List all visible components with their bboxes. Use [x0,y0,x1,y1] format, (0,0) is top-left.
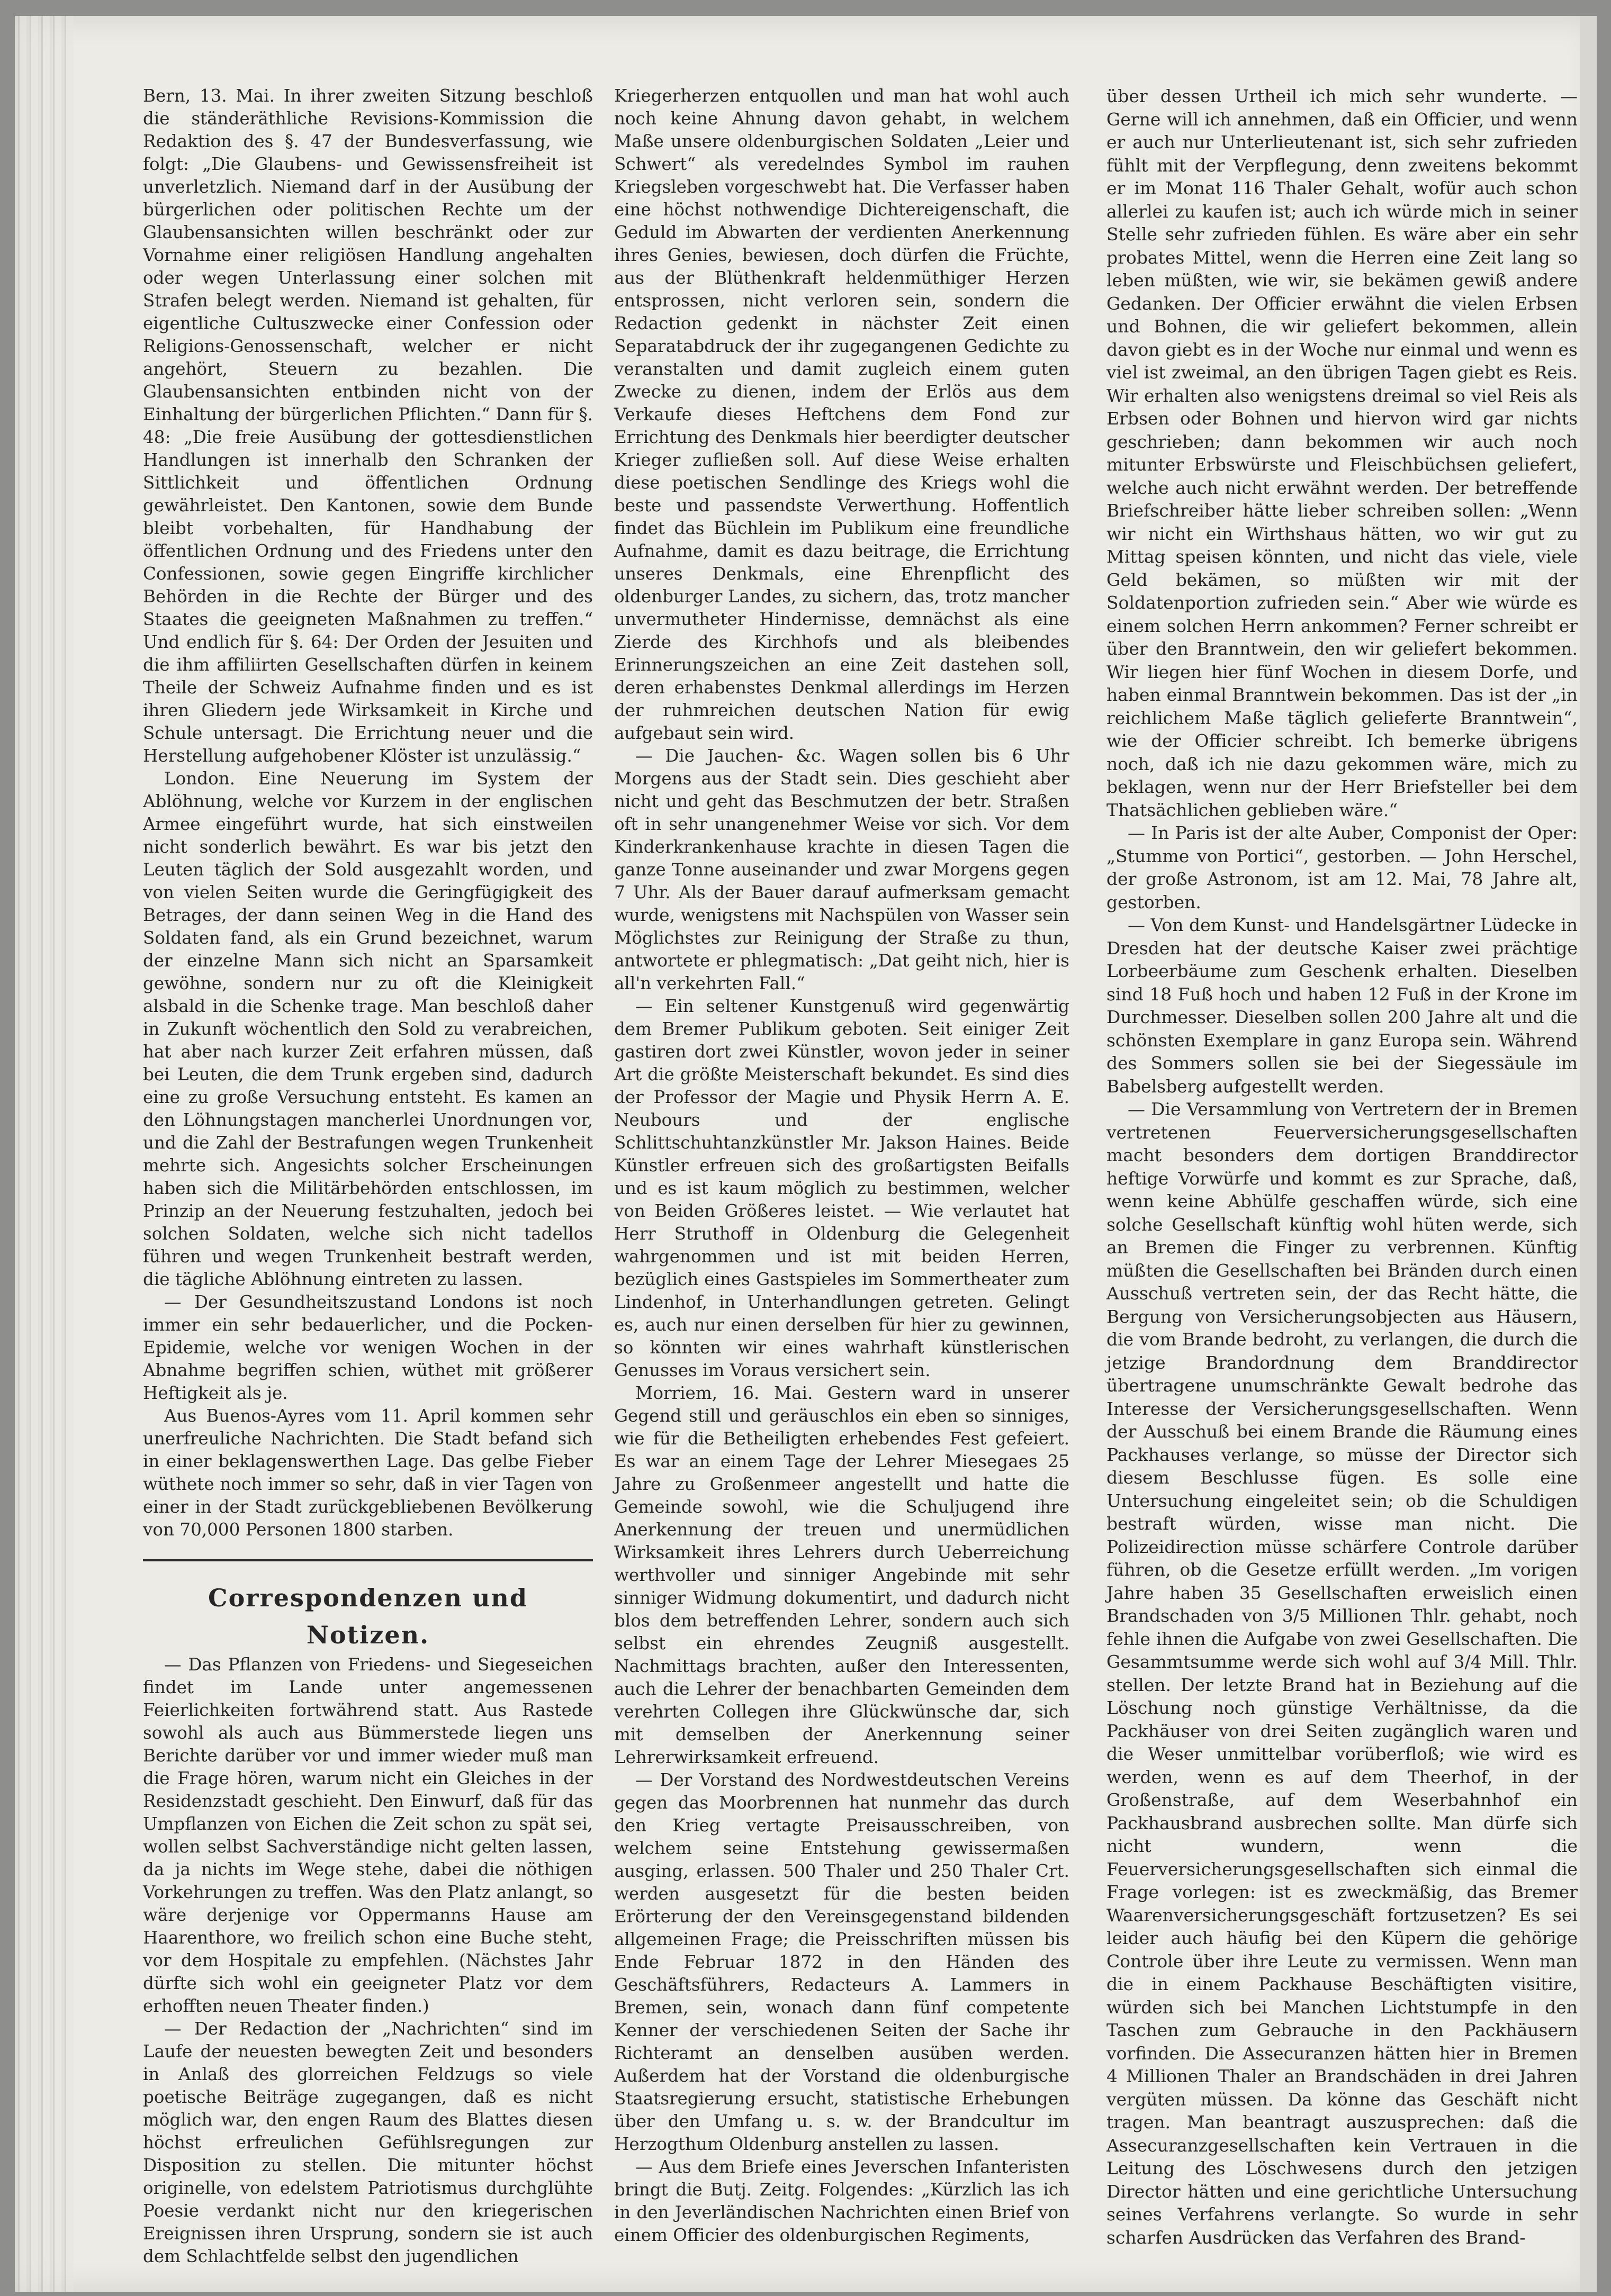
article-london-health: — Der Gesundheitszustand Londons ist noch immer ein sehr bedauerlicher, und die Pocken-Epidemie, welche vor wenigen Wochen in der Abnahme begriffen schien, wüthet mit größerer Heftigkeit als je. [143,1292,593,1403]
article-moorbrennen: — Der Vorstand des Nordwestdeutschen Vereins gegen das Moorbrennen hat nunmehr das durch den Krieg vertagte Preisausschreiben, von welchem seine Entstehung gewissermaßen ausging, erlassen. 500 Thaler und 250 Thaler Crt. werden ausgesetzt für die besten beiden Erörterung der den Vereinsgegenstand bildenden allgemeinen Frage; die Preisschriften müssen bis Ende Februar 1872 in den Händen des Geschäftsführers, Redacteurs A. Lammers in Bremen, sein, wonach dann fünf competente Kenner der verschiedenen Seiten der Sache ihr Richteramt an denselben ausüben werden. Außerdem hat der Vorstand die oldenburgische Staatsregierung ersucht, statistische Erhebungen über den Umfang u. s. w. der Brandcultur im Herzogthum Oldenburg anstellen zu lassen. [614,1770,1069,2154]
article-lorbeerbaeume: — Von dem Kunst- und Handelsgärtner Lüdecke in Dresden hat der deutsche Kaiser zwei prächtige Lorbeerbäume zum Geschenk erhalten. Dieselben sind 18 Fuß hoch und haben 12 Fuß in der Krone im Durchmesser. Dieselben sollen 200 Jahre alt und die schönsten Exemplare in ganz Europa sein. Während des Sommers sollen sie bei der Siegessäule im Babelsberg aufgestellt werden. [1106,915,1578,1097]
article-morriem: Morriem, 16. Mai. Gestern ward in unserer Gegend still und geräuschlos ein eben so sinniges, wie für die Betheiligten erhebendes Fest gefeiert. Es war an einem Tage der Lehrer Miesegaes 25 Jahre zu Großenmeer angestellt und hatte die Gemeinde sowohl, wie die Schuljugend ihre Anerkennung der treuen und unermüdlichen Wirksamkeit ihres Lehrers durch Ueberreichung werthvoller und sinniger Angebinde mit sehr sinniger Widmung dokumentirt, und dadurch nicht blos dem betreffenden Lehrer, sondern auch sich selbst ein ehrendes Zeugniß ausgestellt. Nachmittags brachten, außer den Interessenten, auch die Lehrer der benachbarten Gemeinden dem verehrten Collegen ihre Glückwünsche dar, sich mit demselben der Anerkennung seiner Lehrerwirksamkeit erfreuend. [614,1383,1069,1767]
article-pflanzen: — Das Pflanzen von Friedens- und Siegeseichen findet im Lande unter angemessenen Feierlichkeiten fortwährend statt. Aus Rastede sowohl als auch aus Bümmerstede liegen uns Berichte darüber vor und immer wieder muß man die Frage hören, warum nicht ein Gleiches in der Residenzstadt geschieht. Den Einwurf, daß für das Umpflanzen von Eichen die Zeit schon zu spät sei, wollen selbst Sachverständige nicht gelten lassen, da ja nichts im Wege stehe, dabei die nöthigen Vorkehrungen zu treffen. Was den Platz anlangt, so wäre derjenige vor Oppermanns Hause am Haarenthore, wo freilich schon eine Buche steht, vor dem Hospitale zu empfehlen. (Nächstes Jahr dürfte sich wohl ein geeigneter Platz vor dem erhofften neuen Theater finden.) [143,1655,593,2016]
article-kunstgenuss: — Ein seltener Kunstgenuß wird gegenwärtig dem Bremer Publikum geboten. Seit einiger Zeit gastiren dort zwei Künstler, wovon jeder in seiner Art die größte Meisterschaft bekundet. Es sind dies der Professor der Magie und Physik Herrn A. E. Neubours und der englische Schlittschuhtanzkünstler Mr. Jakson Haines. Beide Künstler erfreuen sich des großartigsten Beifalls und es ist kaum möglich zu bestimmen, welcher von Beiden Größeres leistet. — Wie verlautet hat Herr Struthoff in Oldenburg die Gelegenheit wahrgenommen und ist mit beiden Herren, bezüglich eines Gastspieles im Sommertheater zum Lindenhof, in Unterhandlungen getreten. Gelingt es, auch nur einen derselben für hier zu gewinnen, so könnten wir eines wahrhaft künstlerischen Genusses im Voraus versichert sein. [614,996,1069,1380]
article-poetische-beitraege: — Der Redaction der „Nachrichten“ sind im Laufe der neuesten bewegten Zeit und besonders in Anlaß des glorreichen Feldzugs so viele poetische Beiträge zugegangen, daß es nicht möglich war, den engen Raum des Blattes diesen höchst erfreulichen Gefühlsregungen zur Disposition zu stellen. Die mitunter höchst originelle, von edelstem Patriotismus durchglühte Poesie verdankt nicht nur den kriegerischen Ereignissen ihren Ursprung, sondern sie ist auch dem Schlachtfelde selbst den jugendlichen [143,2019,593,2266]
article-officier-urtheil: über dessen Urtheil ich mich sehr wunderte. — Gerne will ich annehmen, daß ein Officier, und wenn er auch nur Unterlieutenant ist, sich sehr zufrieden fühlt mit der Verpflegung, denn zweitens bekommt er im Monat 116 Thaler Gehalt, wofür auch schon allerlei zu kaufen ist; auch ich würde mich in seiner Stelle sehr zufrieden fühlen. Es wäre aber ein sehr probates Mittel, wenn die Herren eine Zeit lang so leben müßten, wie wir, sie bekämen gewiß andere Gedanken. Der Officier erwähnt die vielen Erbsen und Bohnen, die wir geliefert bekommen, allein davon giebt es in der Woche nur einmal und wenn es viel ist zweimal, an den übrigen Tagen giebt es Reis. Wir erhalten also wenigstens dreimal so viel Reis als Erbsen oder Bohnen und hiervon wird gar nichts geschrieben; dann bekommen wir auch noch mitunter Erbswürste und Fleischbüchsen geliefert, welche auch nicht erwähnt werden. Der betreffende Briefschreiber hätte lieber schreiben sollen: „Wenn wir nicht ein Wirthshaus hätten, wo wir gut zu Mittag speisen könnten, und nicht das viele, viele Geld bekämen, so müßten wir mit der Soldatenportion zufrieden sein.“ Aber wie würde es einem solchen Herrn ankommen? Ferner schreibt er über den Branntwein, den wir geliefert bekommen. Wir liegen hier fünf Wochen in diesem Dorfe, und haben einmal Branntwein bekommen. Das ist der „in reichlichem Maße täglich gelieferte Branntwein“, wie der Officier schreibt. Ich bemerke übrigens noch, daß ich nie dazu gekommen wäre, mich zu beklagen, wenn nur der Herr Briefsteller bei dem Thatsächlichen geblieben wäre.“ [1106,86,1578,820]
article-london: London. Eine Neuerung im System der Ablöhnung, welche vor Kurzem in der englischen Armee eingeführt wurde, hat sich einstweilen nicht sonderlich bewährt. Es war bis jetzt den Leuten täglich der Sold ausgezahlt worden, und von vielen Seiten wurde die Geringfügigkeit des Betrages, der dann seinen Weg in die Hand des Soldaten fand, als ein Grund bezeichnet, warum der einzelne Mann sich nicht an Sparsamkeit gewöhne, sondern nur zu oft die Kleinigkeit alsbald in die Schenke trage. Man beschloß daher in Zukunft wöchentlich den Sold zu verabreichen, hat aber nach kurzer Zeit erfahren müssen, daß bei Leuten, die dem Trunk ergeben sind, dadurch eine zu große Versuchung entsteht. Es kamen an den Löhnungstagen mancherlei Unordnungen vor, und die Zahl der Bestrafungen wegen Trunkenheit mehrte sich. Angesichts solcher Erscheinungen haben sich die Militärbehörden entschlossen, im Prinzip an der Neuerung festzuhalten, jedoch bei solchen Soldaten, welche sich nicht tadellos führen und wegen Trunkenheit bestraft werden, die tägliche Ablöhnung eintreten zu lassen. [143,769,593,1289]
article-kriegerherzen: Kriegerherzen entquollen und man hat wohl auch noch keine Ahnung davon gehabt, in welchem Maße unsere oldenburgischen Soldaten „Leier und Schwert“ als veredelndes Symbol im rauhen Kriegsleben vorgeschwebt hat. Die Verfasser haben eine höchst nothwendige Dichtereigenschaft, die Geduld im Abwarten der verdienten Anerkennung ihres Genies, bewiesen, doch dürfen die Früchte, aus der Blüthenkraft heldenmüthiger Herzen entsprossen, nicht verloren sein, sondern die Redaction gedenkt in nächster Zeit einen Separatabdruck der ihr zugegangenen Gedichte zu veranstalten und damit zugleich einem guten Zwecke zu dienen, indem der Erlös aus dem Verkaufe dieses Heftchens dem Fond zur Errichtung des Denkmals hier beerdigter deutscher Krieger zufließen soll. Auf diese Weise erhalten diese poetischen Sendlinge des Kriegs wohl die beste und passendste Verwerthung. Hoffentlich findet das Büchlein im Publikum eine freundliche Aufnahme, damit es dazu beitrage, die Errichtung unseres Denkmals, eine Ehrenpflicht des oldenburger Landes, zu sichern, das, trotz mancher unvermutheter Hindernisse, demnächst als eine Zierde des Kirchhofs und als bleibendes Erinnerungszeichen an eine Zeit dastehen soll, deren erhabenstes Denkmal allerdings im Herzen der ruhmreichen deutschen Nation für ewig aufgebaut sein wird. [614,86,1069,743]
article-feuerversicherung: — Die Versammlung von Vertretern der in Bremen vertretenen Feuerversicherungsgesellschaften macht besonders dem dortigen Branddirector heftige Vorwürfe und kommt es zur Sprache, daß, wenn keine Abhülfe geschaffen würde, sich eine solche Gesellschaft künftig wohl hüten werde, sich an Bremen die Finger zu verbrennen. Künftig müßten die Gesellschaften bei Bränden durch einen Ausschuß vertreten sein, der das Recht hätte, die Bergung von Versicherungsobjecten aus Häusern, die vom Brande bedroht, zu verlangen, die durch die jetzige Brandordnung dem Branddirector übertragene unumschränkte Gewalt bedrohe das Interesse der Versicherungsgesellschaften. Wenn der Ausschuß bei einem Brande die Räumung eines Packhauses verlange, so müsse der Director sich diesem Beschlusse fügen. Es solle eine Untersuchung eingeleitet sein; ob die Schuldigen bestraft würden, wisse man nicht. Die Polizeidirection müsse schärfere Controle darüber führen, ob die Gesetze erfüllt werden. „Im vorigen Jahre haben 35 Gesellschaften erweislich einen Brandschaden von 3/5 Millionen Thlr. gehabt, noch fehle ihnen die Aufgabe von zwei Gesellschaften. Die Gesammtsumme werde sich wohl auf 3/4 Mill. Thlr. stellen. Der letzte Brand hat in Beziehung auf die Löschung noch günstige Verhältnisse, da die Packhäuser von drei Seiten zugänglich waren und die Weser unmittelbar vorüberfloß; wie wird es werden, wenn es auf dem Theerhof, in der Großenstraße, auf dem Weserbahnhof ein Packhausbrand ausbrechen sollte. Man dürfe sich nicht wundern, wenn die Feuerversicherungsgesellschaften sich einmal die Frage vorlegen: ist es zweckmäßig, das Bremer Waarenversicherungsgeschäft fortzusetzen? Es sei leider auch häufig bei den Küpern die gehörige Controle über ihre Leute zu vermissen. Wenn man die in einem Packhause Beschäftigten visitire, würden sich bei Manchen Lichtstumpfe in den Taschen zum Gebrauche in den Packhäusern vorfinden. Die Assecuranzen hätten hier in Bremen 4 Millionen Thaler an Brandschäden in drei Jahren vergüten müssen. Da könne das Geschäft nicht tragen. Man beantragt auszusprechen: daß die Assecuranzgesellschaften kein Vertrauen in die Leitung des Löschwesens durch den jetzigen Director hätten und eine gerichtliche Untersuchung seines Verfahrens verlangte. So wurde in sehr scharfen Ausdrücken das Verfahren des Brand- [1106,1099,1578,2248]
article-jauchen-wagen: — Die Jauchen- &c. Wagen sollen bis 6 Uhr Morgens aus der Stadt sein. Dies geschieht aber nicht und geht das Beschmutzen der betr. Straßen oft in sehr unangenehmer Weise vor sich. Vor dem Kinderkrankenhause krachte in diesen Tagen die ganze Tonne auseinander und zwar Morgens gegen 7 Uhr. Als der Bauer darauf aufmerksam gemacht wurde, wenigstens mit Nachspülen von Wasser sein Möglichstes zur Reinigung der Straße zu thun, antwortete er phlegmatisch: „Dat geiht nich, hier is all'n verkehrten Fall.“ [614,746,1069,993]
section-divider [143,1559,593,1561]
right-page-edge [1580,16,1597,2292]
article-bern: Bern, 13. Mai. In ihrer zweiten Sitzung beschloß die ständeräthliche Revisions-Kommission die Redaktion des §. 47 der Bundesverfassung, wie folgt: „Die Glaubens- und Gewissensfreiheit ist unverletzlich. Niemand darf in der Ausübung der bürgerlichen oder politischen Rechte um der Glaubensansichten willen beschränkt oder zur Vornahme einer religiösen Handlung angehalten oder wegen Unterlassung einer solchen mit Strafen belegt werden. Niemand ist gehalten, für eigentliche Cultuszwecke einer Confession oder Religions-Genossenschaft, welcher er nicht angehört, Steuern zu bezahlen. Die Glaubensansichten entbinden nicht von der Einhaltung der bürgerlichen Pflichten.“ Dann für §. 48: „Die freie Ausübung der gottesdienstlichen Handlungen ist innerhalb den Schranken der Sittlichkeit und öffentlichen Ordnung gewährleistet. Den Kantonen, sowie dem Bunde bleibt vorbehalten, für Handhabung der öffentlichen Ordnung und des Friedens unter den Confessionen, sowie gegen Eingriffe kirchlicher Behörden in die Rechte der Bürger und des Staates die geeigneten Maßnahmen zu treffen.“ Und endlich für §. 64: Der Orden der Jesuiten und die ihm affiliirten Gesellschaften dürfen in keinem Theile der Schweiz Aufnahme finden und es ist ihren Gliedern jede Wirksamkeit in Kirche und Schule untersagt. Die Errichtung neuer und die Herstellung aufgehobener Klöster ist unzulässig.“ [143,86,593,766]
section-heading: Correspondenzen und Notizen. [208,1584,528,1649]
column-left [143,85,593,2268]
page-edge-stack [15,16,73,2292]
column-middle [614,85,1069,2247]
article-auber-herschel: — In Paris ist der alte Auber, Componist der Oper: „Stumme von Portici“, gestorben. — John Herschel, der große Astronom, ist am 12. Mai, 78 Jahre alt, gestorben. [1106,822,1578,912]
article-infanterist: — Aus dem Briefe eines Jeverschen Infanteristen bringt die Butj. Zeitg. Folgendes: „Kürzlich las ich in den Jeverländischen Nachrichten einen Brief von einem Officier des oldenburgischen Regiments, [614,2157,1069,2245]
article-buenos-ayres: Aus Buenos-Ayres vom 11. April kommen sehr unerfreuliche Nachrichten. Die Stadt befand sich in einer beklagenswerthen Lage. Das gelbe Fieber wüthete noch immer so sehr, daß in vier Tagen von einer in der Stadt zurückgebliebenen Bevölkerung von 70,000 Personen 1800 starben. [143,1406,593,1540]
column-right [1106,85,1578,2249]
